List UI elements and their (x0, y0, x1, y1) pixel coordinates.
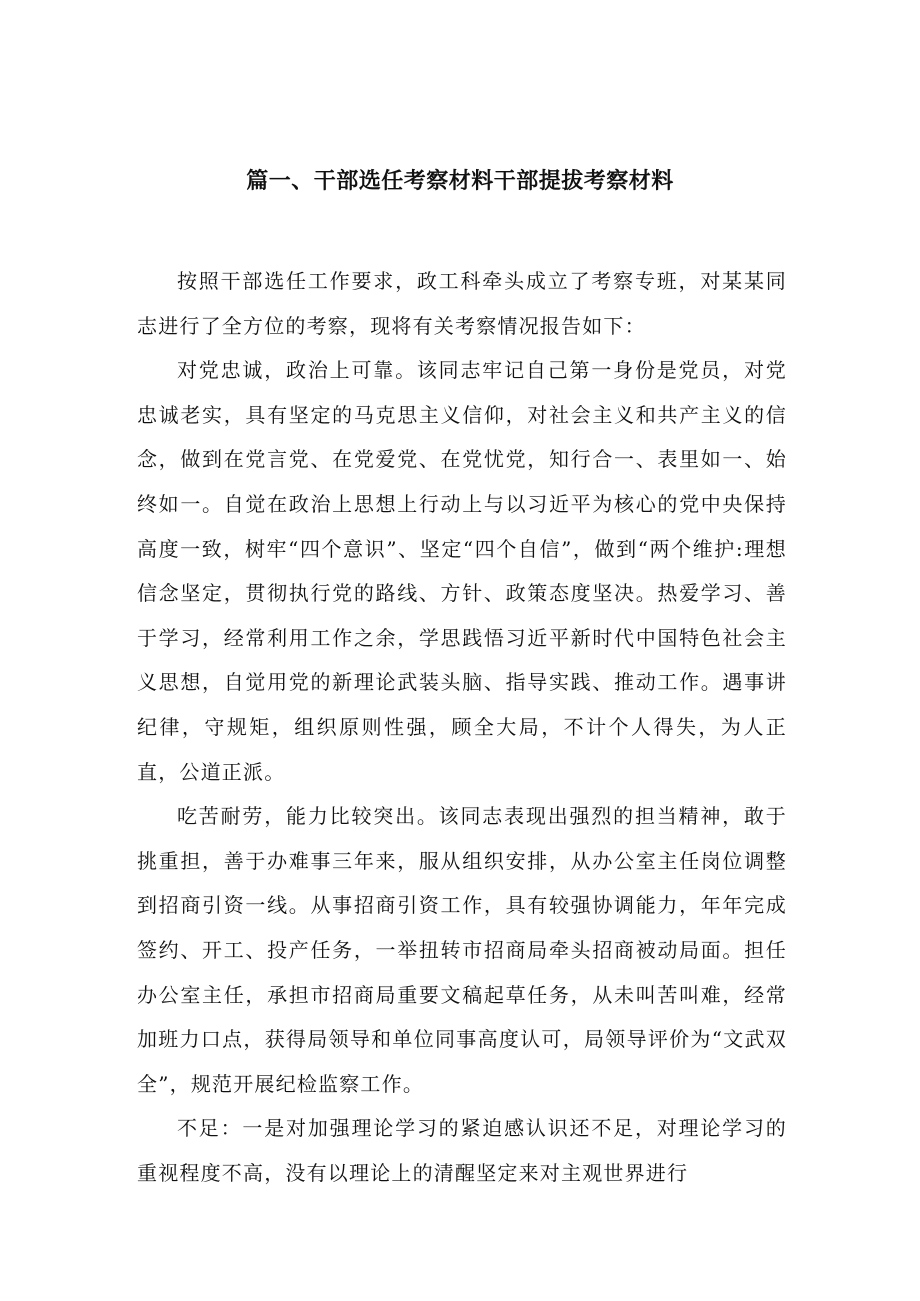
paragraph-ability: 吃苦耐劳，能力比较突出。该同志表现出强烈的担当精神，敢于挑重担，善于办难事三年来，服从组织安排，从办公室主任岗位调整到招商引资一线。从事招商引资工作，具有较强协调能力，年年完成签约、开工、投产任务，一举扭转市招商局牵头招商被动局面。担任办公室主任，承担市招商局重要文稿起草任务，从未叫苦叫难，经常加班力口点，获得局领导和单位同事高度认可，局领导评价为“文武双全”，规范开展纪检监察工作。 (137, 804, 787, 1096)
paragraph-intro: 按照干部选任工作要求，政工科牵头成立了考察专班，对某某同志进行了全方位的考察，现将有关考察情况报告如下： (137, 269, 787, 338)
document-body (137, 259, 787, 1195)
document-title: 篇一、干部选任考察材料干部提拔考察材料 (246, 169, 674, 194)
paragraph-loyalty: 对党忠诚，政治上可靠。该同志牢记自己第一身份是党员，对党忠诚老实，具有坚定的马克思主义信仰，对社会主义和共产主义的信念，做到在党言党、在党爱党、在党忧党，知行合一、表里如一、始终如一。自觉在政治上思想上行动上与以习近平为核心的党中央保持高度一致，树牢“四个意识”、坚定“四个自信”，做到“两个维护:理想信念坚定，贯彻执行党的路线、方针、政策态度坚决。热爱学习、善于学习，经常利用工作之余，学思践悟习近平新时代中国特色社会主义思想，自觉用党的新理论武装头脑、指导实践、推动工作。遇事讲纪律，守规矩，组织原则性强，顾全大局，不计个人得失，为人正直，公道正派。 (137, 358, 787, 784)
paragraph-shortcomings: 不足：一是对加强理论学习的紧迫感认识还不足，对理论学习的重视程度不高，没有以理论上的清醒坚定来对主观世界进行 (137, 1116, 787, 1185)
